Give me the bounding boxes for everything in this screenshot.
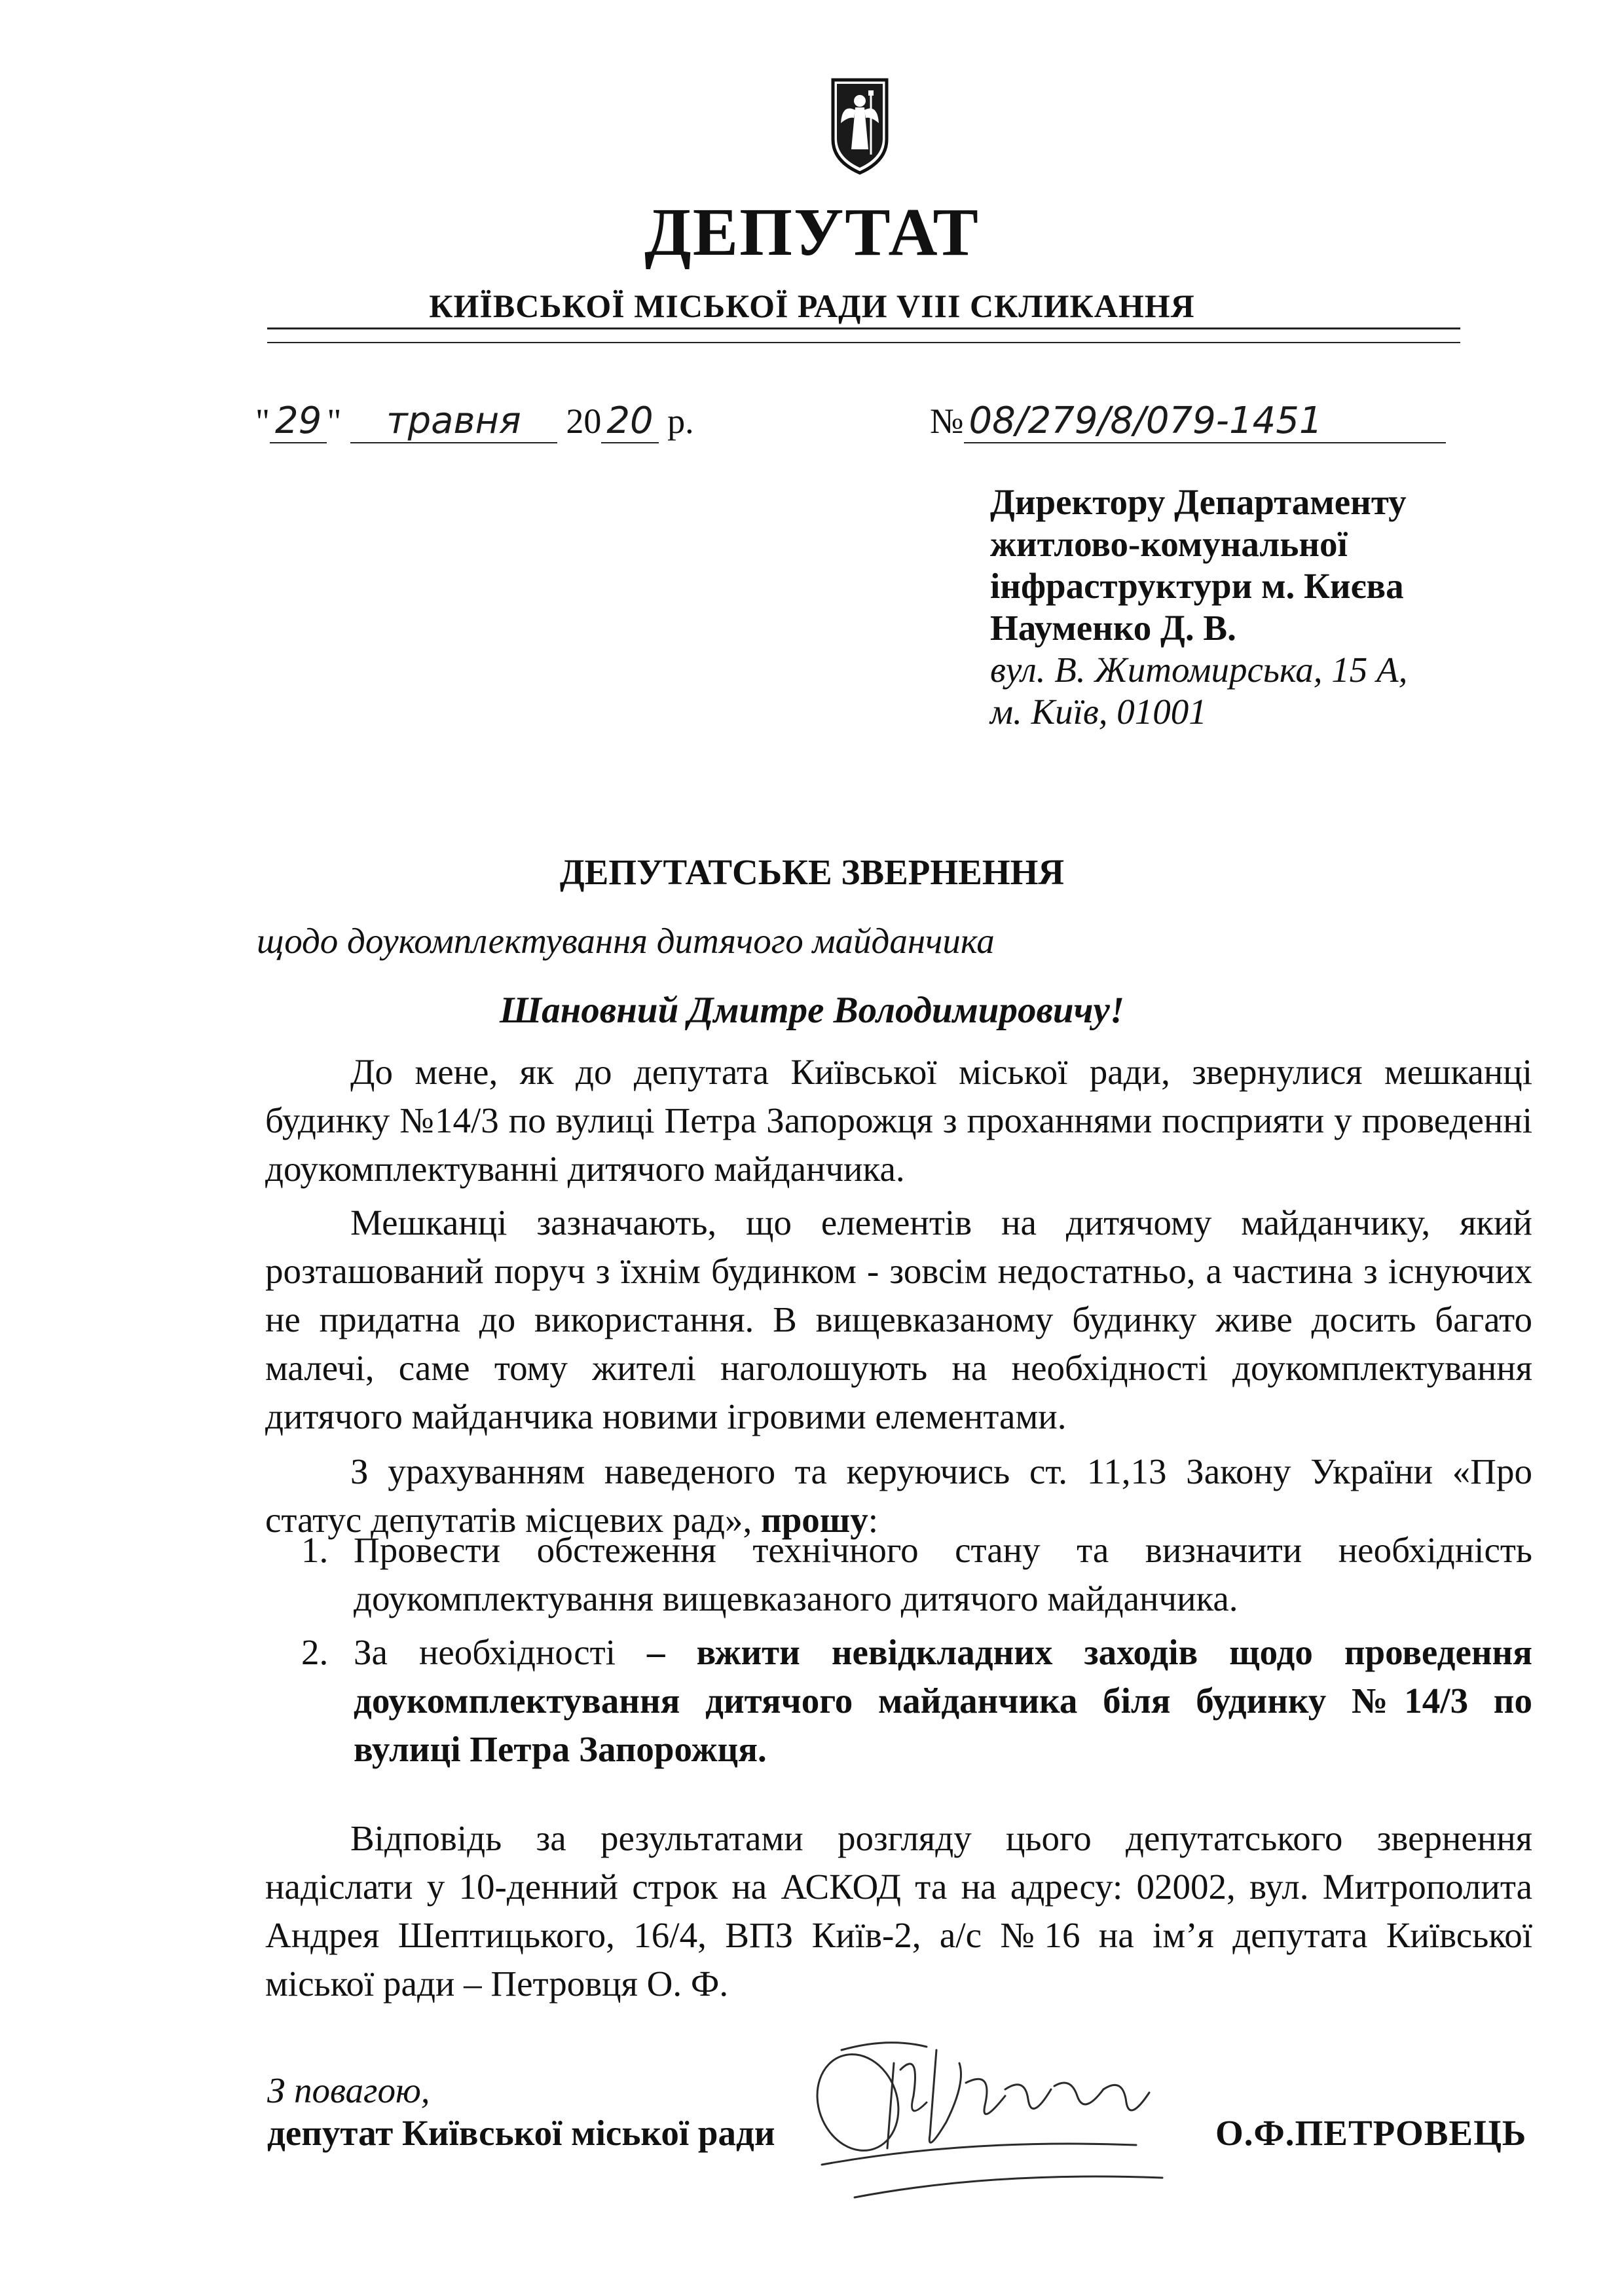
date-year-suffix: 20 <box>601 400 658 443</box>
request-item-number: 1. <box>301 1530 329 1570</box>
registration-label: № <box>930 401 964 441</box>
request-item-text: Провести обстеження технічного стану та визначити необхідність доукомплектування вищевказаного дитячого майданчика. <box>354 1530 1532 1618</box>
kyiv-coat-of-arms-icon <box>830 77 889 176</box>
document-title: ДЕПУТАТСЬКЕ ЗВЕРНЕННЯ <box>559 852 1065 892</box>
date-close-quote: " <box>327 401 342 441</box>
addressee-line: житлово-комунальної <box>990 524 1348 564</box>
addressee-street: вул. В. Житомирська, 15 А, <box>990 650 1408 690</box>
handwritten-signature <box>796 2024 1215 2240</box>
closing-regards: З повагою, <box>267 2070 430 2110</box>
date-month: травня <box>350 400 557 443</box>
addressee-name: Науменко Д. В. <box>990 608 1236 648</box>
registration-number <box>930 400 1446 443</box>
body-paragraph: Мешканці зазначають, що елементів на дитячому майданчику, який розташований поруч з їхнім будинком - зовсім недостатньо, а частина з існуючих не придатна до використання. В вищевказаному будинку живе досить багато малечі, саме тому жителі наголошують на необхідності доукомплектування дитячого майданчика новими ігровими елементами. <box>265 1203 1532 1436</box>
letterhead-subtitle: КИЇВСЬКОЇ МІСЬКОЇ РАДИ VIII СКЛИКАННЯ <box>429 288 1195 324</box>
request-colon: : <box>868 1500 879 1540</box>
date-open-quote: " <box>255 401 270 441</box>
addressee-block <box>990 481 1553 733</box>
letter-date <box>255 400 694 443</box>
body-paragraph-reply: Відповідь за результатами розгляду цього депутатського звернення надіслати у 10-денний строк на АСКОД та на адресу: 02002, вул. Митрополита Андрея Шептицького, 16/4, ВПЗ Київ-2, а/с №16 на ім’я депутата Київської міської ради – Петровця О. Ф. <box>265 1818 1532 2004</box>
letterhead-title: ДЕПУТАТ <box>644 195 980 270</box>
signatory-name: О.Ф.ПЕТРОВЕЦЬ <box>1215 2113 1527 2153</box>
request-item-plain: За необхідності <box>354 1632 616 1672</box>
request-item-bold: – вжити невідкладних заходів щодо проведення доукомплектування дитячого майданчика біля будинку №14/3 по вулиці Петра Запорожця. <box>354 1632 1532 1769</box>
request-item <box>301 1628 1532 1774</box>
header-divider-thin <box>267 342 1460 343</box>
date-year-mark: р. <box>667 401 694 441</box>
addressee-line: інфраструктури м. Києва <box>990 566 1404 606</box>
request-keyword: прошу <box>761 1500 868 1540</box>
date-year-prefix: 20 <box>566 401 602 441</box>
request-item <box>301 1526 1532 1623</box>
request-item-number: 2. <box>301 1632 329 1672</box>
date-day: 29 <box>270 400 327 443</box>
registration-value: 08/279/8/079-1451 <box>964 400 1446 443</box>
addressee-city: м. Київ, 01001 <box>990 692 1207 732</box>
request-item-text <box>354 1628 1532 1774</box>
header-divider <box>267 327 1460 329</box>
signatory-role: депутат Київської міської ради <box>267 2113 775 2153</box>
body-paragraph: До мене, як до депутата Київської міської ради, звернулися мешканці будинку №14/3 по вулиці Петра Запорожця з проханнями посприяти у проведенні доукомплектуванні дитячого майданчика. <box>265 1052 1532 1189</box>
salutation: Шановний Дмитре Володимировичу! <box>499 990 1125 1031</box>
addressee-line: Директору Департаменту <box>990 482 1407 522</box>
document-subject: щодо доукомплектування дитячого майданчика <box>257 921 995 961</box>
request-intro: З урахуванням наведеного та керуючись ст. 11,13 Закону України «Про статус депутатів місцевих рад», <box>265 1451 1532 1540</box>
